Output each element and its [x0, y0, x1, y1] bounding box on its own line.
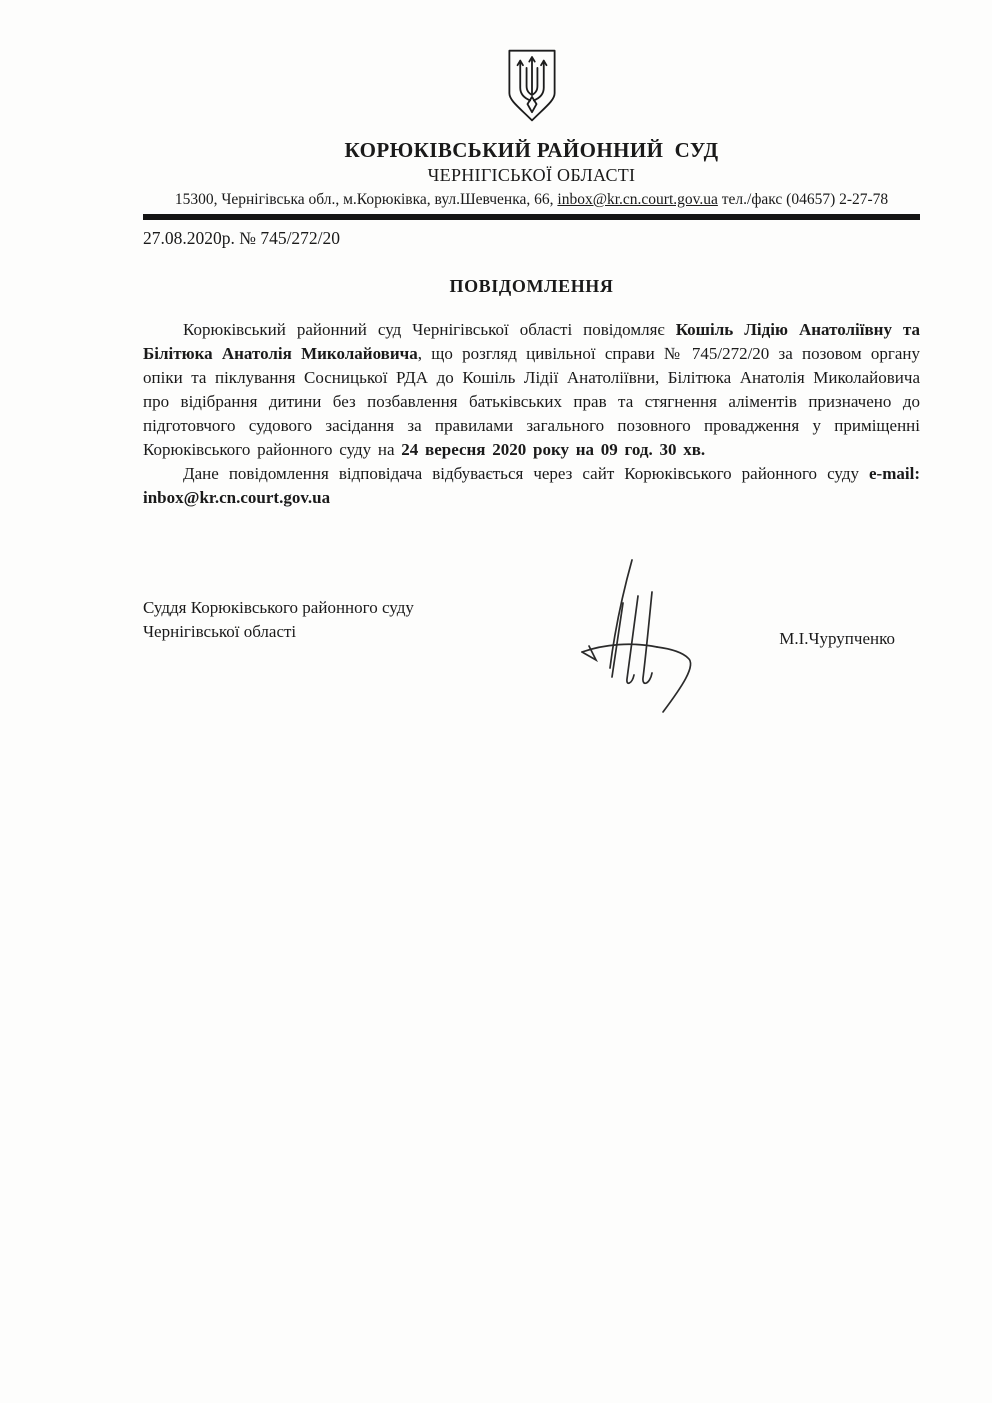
judge-title-line-1: Суддя Корюківського районного суду — [143, 598, 414, 617]
court-email-bold: e-mail: inbox@kr.cn.court.gov.ua — [143, 464, 920, 507]
signature-block — [143, 596, 920, 726]
court-address-line — [143, 191, 920, 214]
address-text: 15300, Чернігівська обл., м.Корюківка, вул.Шевченка, 66, — [174, 191, 558, 208]
coat-of-arms-icon — [143, 48, 920, 129]
court-email: inbox@kr.cn.court.gov.ua — [557, 191, 718, 208]
address-phone: тел./факс (04657) 2-27-78 — [717, 191, 889, 208]
hearing-date-time: 24 вересня 2020 року на 09 год. 30 хв. — [401, 440, 706, 459]
judge-name: М.І.Чурупченко — [779, 629, 895, 648]
date-and-case-number: 27.08.2020р. № 745/272/20 — [143, 228, 341, 248]
paragraph-text: Корюківський районний суд Чернігівської області повідомляє — [183, 320, 676, 339]
document-content — [143, 0, 920, 726]
header-divider — [143, 214, 920, 220]
notification-paragraph-1 — [143, 318, 920, 462]
respondent-names: Кошіль Лідію Анатоліївну та Білітюка Анатолія Миколайовича — [143, 320, 920, 363]
paragraph-text: , що розгляд цивільної справи № 745/272/20 за позовом органу опіки та піклування Сосницької РДА до Кошіль Лідії Анатоліївни, Білітюка Анатолія Миколайовича про відібрання дитини без позбавлення батьківських прав та стягнення аліментів призначено до підготовчого судового засідання за правилами загального позовного провадження у приміщенні Корюківського районного суду на — [143, 344, 920, 459]
notification-paragraph-2 — [143, 462, 920, 510]
court-region: ЧЕРНІГІСЬКОЇ ОБЛАСТІ — [427, 165, 636, 185]
judge-title-line-2: Чернігівської області — [143, 622, 297, 641]
court-name: КОРЮКІВСЬКИЙ РАЙОННИЙ СУД — [344, 138, 719, 162]
signature-icon — [560, 548, 720, 718]
paragraph-text: Дане повідомлення відповідача відбувається через сайт Корюківського районного суду — [183, 464, 870, 483]
document-title: ПОВІДОМЛЕННЯ — [449, 276, 614, 296]
